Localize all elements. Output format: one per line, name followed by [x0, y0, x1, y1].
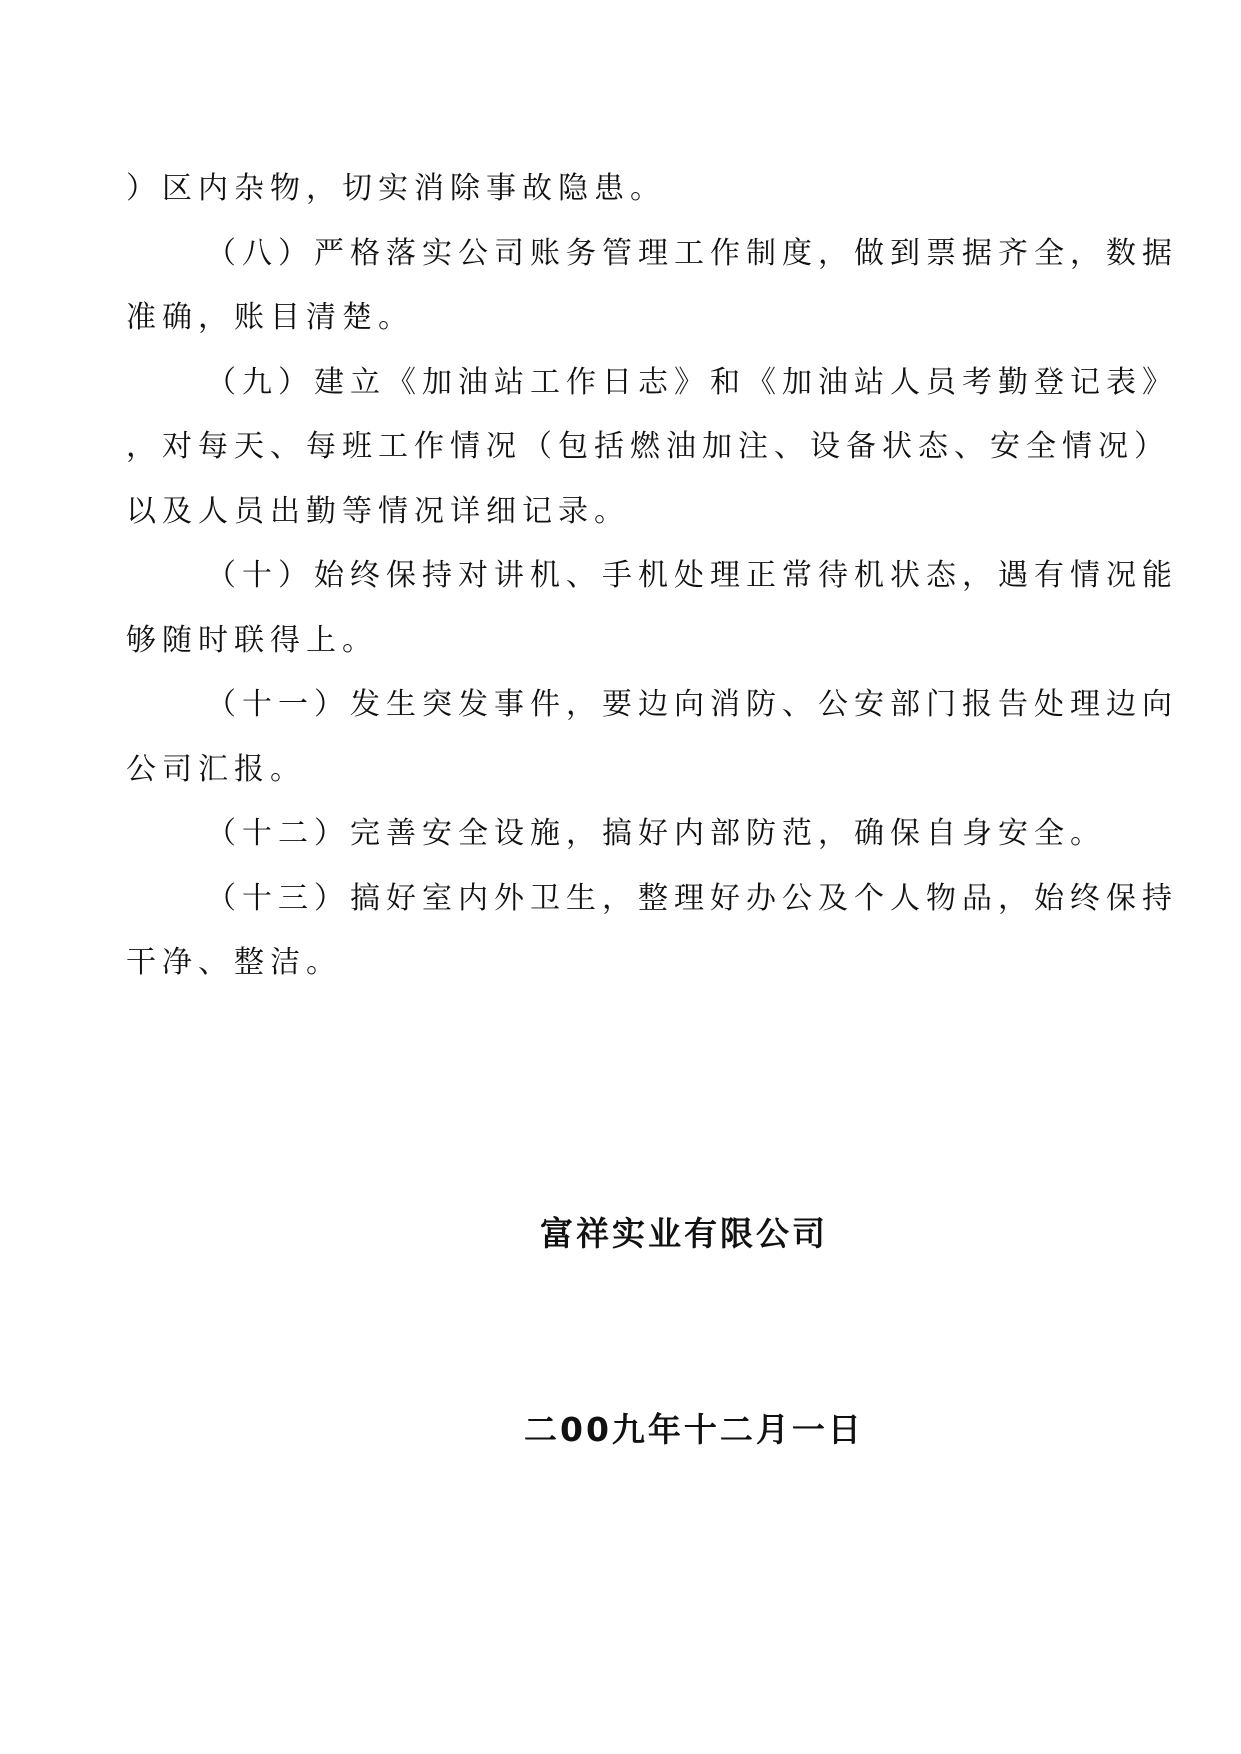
paragraph-line: （十三）搞好室内外卫生，整理好办公及个人物品，始终保持 [206, 880, 1178, 916]
paragraph-line: ）区内杂物，切实消除事故隐患。 [126, 171, 666, 206]
company-signature: 富祥实业有限公司 [540, 1214, 828, 1253]
document-body [126, 157, 1178, 996]
paragraph-line: ，对每天、每班工作情况（包括燃油加注、设备状态、安全情况） [126, 429, 1170, 464]
paragraph-line: （八）严格落实公司账务管理工作制度，做到票据齐全，数据 [206, 235, 1178, 271]
paragraph-line: 以及人员出勤等情况详细记录。 [126, 493, 630, 529]
paragraph-line: 够随时联得上。 [126, 622, 378, 658]
paragraph-line: 公司汇报。 [126, 751, 306, 787]
paragraph-line: （十）始终保持对讲机、手机处理正常待机状态，遇有情况能 [206, 558, 1178, 593]
paragraph-line: 准确，账目清楚。 [126, 300, 414, 335]
paragraph-line: 干净、整洁。 [126, 945, 342, 980]
paragraph-line: （十二）完善安全设施，搞好内部防范，确保自身安全。 [206, 816, 1106, 851]
paragraph-line: （十一）发生突发事件，要边向消防、公安部门报告处理边向 [206, 687, 1178, 722]
paragraph-line: （九）建立《加油站工作日志》和《加油站人员考勤登记表》 [206, 364, 1178, 400]
signature-date: 二00九年十二月一日 [524, 1410, 864, 1449]
